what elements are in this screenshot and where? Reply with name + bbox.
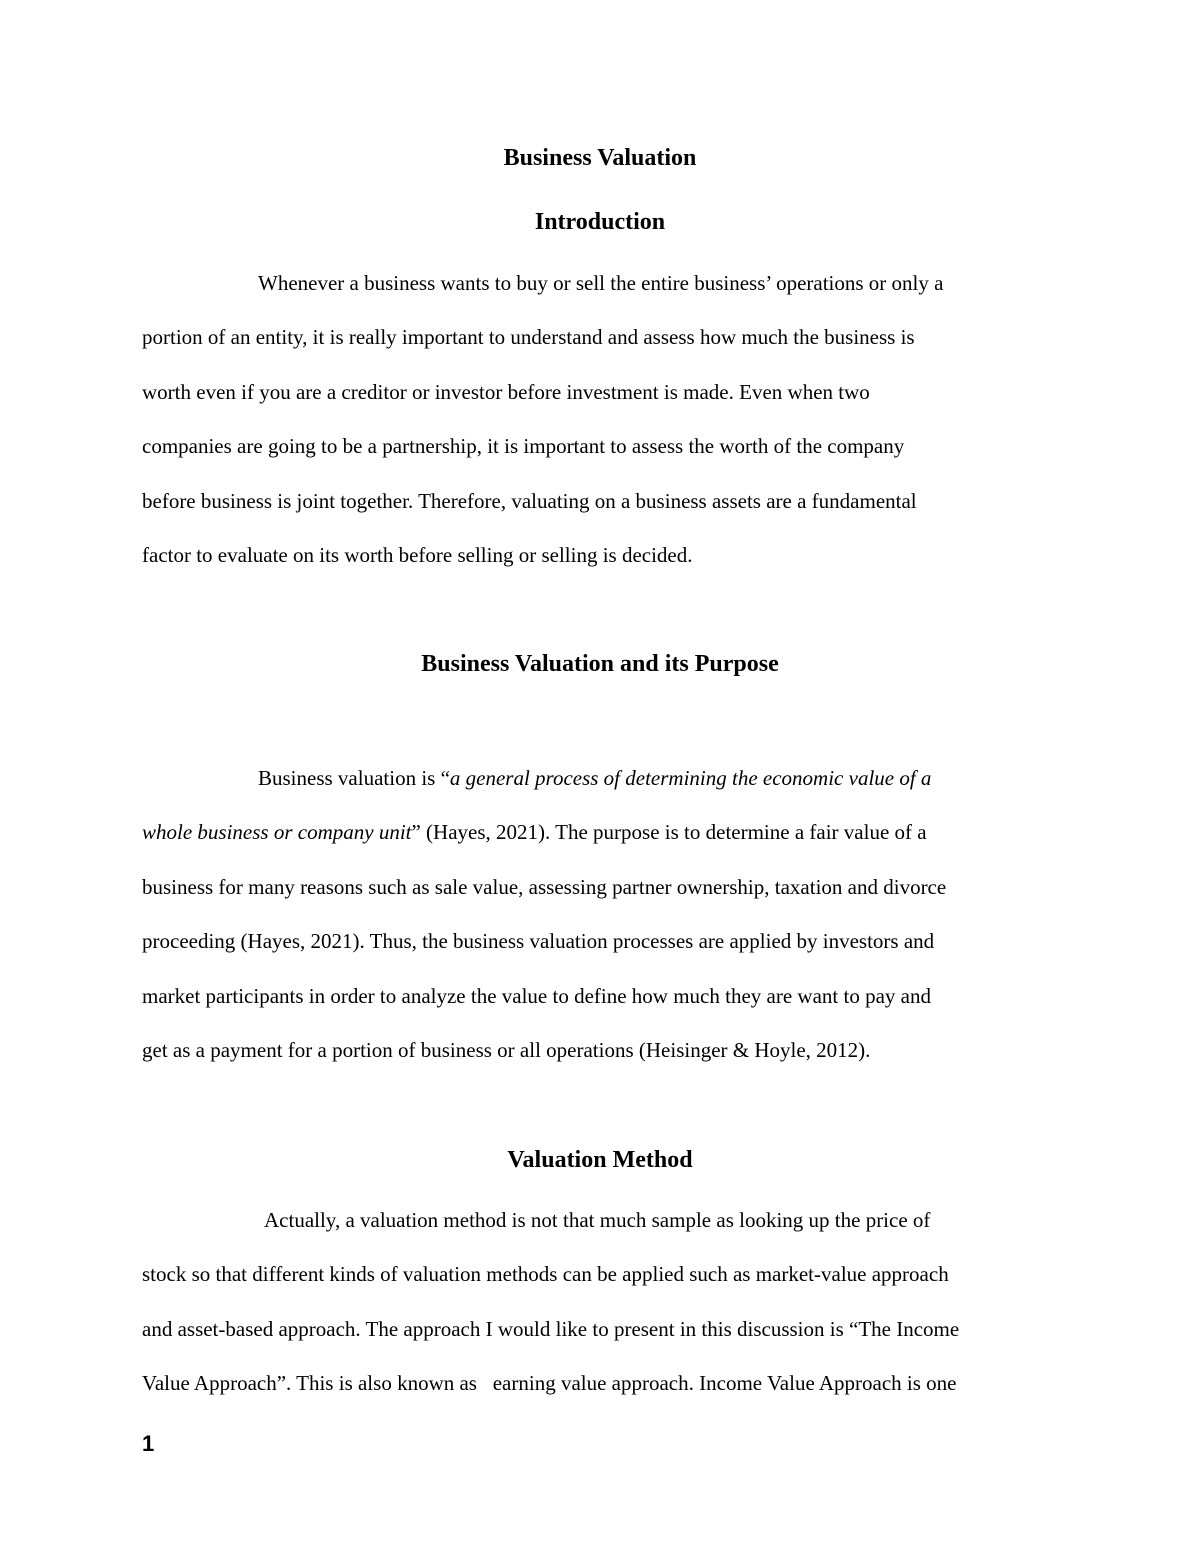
paragraph-line: business for many reasons such as sale value, assessing partner ownership, taxation and divorce [142,874,947,899]
definition-quote: a general process of determining the economic value of a [449,766,932,790]
paragraph-line: worth even if you are a creditor or investor before investment is made. Even when two [142,379,870,404]
document-title: Business Valuation [503,145,697,171]
paragraph-line: Value Approach”. This is also known as earning value approach. Income Value Approach is one [142,1371,957,1396]
paragraph-line [142,805,1082,859]
paragraph-line: companies are going to be a partnership, it is important to assess the worth of the company [142,434,905,459]
valuation-method-paragraph [142,1193,1082,1411]
definition-quote: whole business or company unit [142,820,412,845]
paragraph-line: Whenever a business wants to buy or sell the entire business’ operations or only a [258,271,944,295]
paragraph-line: and asset-based approach. The approach I would like to present in this discussion is “The Income [142,1316,960,1341]
paragraph-line: before business is joint together. Therefore, valuating on a business assets are a fundamental [142,488,917,513]
paragraph-line: factor to evaluate on its worth before selling or selling is decided. [142,543,693,568]
introduction-paragraph [142,256,1082,582]
paragraph-line [142,751,1082,805]
quote-citation: ” (Hayes, 2021). The purpose is to determine a fair value of a [411,820,927,845]
section-heading-introduction: Introduction [534,209,666,235]
paragraph-line: Actually, a valuation method is not that much sample as looking up the price of [264,1208,931,1232]
quote-intro: Business valuation is “ [258,766,450,790]
paragraph-line: market participants in order to analyze the value to define how much they are want to pay and [142,983,931,1008]
section-heading-purpose: Business Valuation and its Purpose [421,651,779,677]
paragraph-line: get as a payment for a portion of business or all operations (Heisinger & Hoyle, 2012). [142,1038,871,1063]
paragraph-line: stock so that different kinds of valuation methods can be applied such as market-value approach [142,1262,949,1287]
paragraph-line: proceeding (Hayes, 2021). Thus, the business valuation processes are applied by investors and [142,929,935,954]
paragraph-line: portion of an entity, it is really important to understand and assess how much the business is [142,325,915,350]
section-heading-valuation-method: Valuation Method [507,1147,693,1173]
page-number: 1 [142,1431,155,1456]
purpose-paragraph [142,751,1082,1077]
